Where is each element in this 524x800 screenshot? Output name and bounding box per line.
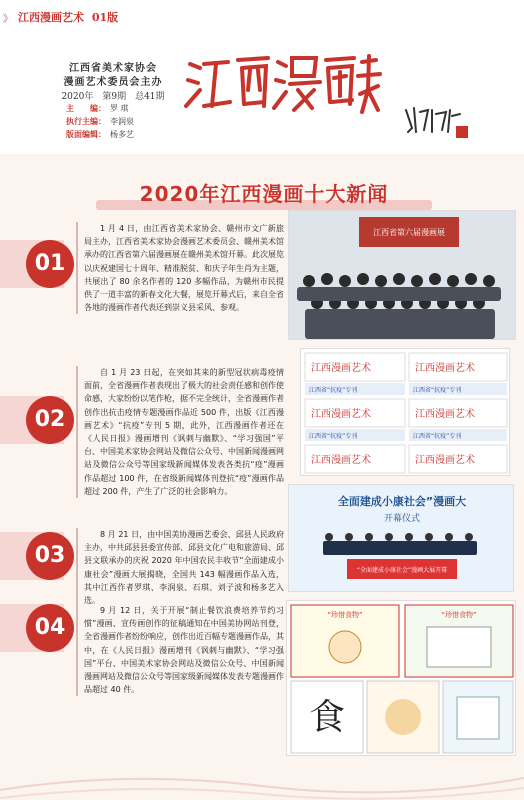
staff-layout-editor: 版面编辑： 杨多艺 (66, 129, 134, 139)
svg-text:“珍惜食物”: “珍惜食物” (327, 611, 363, 619)
header-marker: 》 (3, 14, 13, 25)
svg-text:江西漫画艺术: 江西漫画艺术 (415, 455, 475, 466)
decorative-footer (0, 760, 524, 800)
svg-text:“珍惜食物”: “珍惜食物” (441, 611, 477, 619)
svg-text:江西省“抗疫”专刊: 江西省“抗疫”专刊 (413, 433, 462, 440)
runhead-page: 01版 (91, 11, 119, 24)
calligraphy-title-logo (182, 50, 382, 120)
news-text: 9 月 12 日，关于开展“制止餐饮浪费培养节约习惯”漫画、宣传画创作的征稿通知在中国美协网站刊登，全省漫画作者纷纷响应，创作出近百幅专题漫画作品，其中，在《人民日报》漫画增刊《讽刺与幽默》、“学习强国”平台、中国美术家协会网站及微信公众号、中国新闻漫画网站及微信公众号等国家级新闻媒体发表专题漫画作品超过 40 件。 (76, 604, 284, 696)
running-header (0, 0, 524, 32)
org-line-2: 漫画艺术委员会主办 (63, 77, 163, 88)
svg-text:江西漫画艺术: 江西漫画艺术 (311, 363, 371, 374)
food-posters-illustration (287, 601, 516, 756)
group-photo (288, 210, 516, 340)
svg-text:“全面建成小康社会”漫画大展开幕: “全面建成小康社会”漫画大展开幕 (356, 567, 448, 574)
signature-seal (402, 102, 472, 142)
running-head-text (18, 9, 122, 25)
svg-text:江西漫画艺术: 江西漫画艺术 (415, 363, 475, 374)
svg-text:江西省“抗疫”专刊: 江西省“抗疫”专刊 (309, 387, 358, 394)
group-photo-illustration (289, 211, 516, 340)
banner-text: 江西省第六届漫画展 (373, 228, 445, 237)
staff-exec-editor: 执行主编： 李润泉 (66, 116, 134, 126)
svg-text:全面建成小康社会”漫画大: 全面建成小康社会”漫画大 (337, 495, 467, 508)
news-number: 03 (26, 532, 74, 580)
svg-text:江西漫画艺术: 江西漫画艺术 (311, 455, 371, 466)
svg-text:开幕仪式: 开幕仪式 (383, 514, 421, 524)
headline (60, 178, 468, 212)
staff-list (66, 102, 134, 141)
news-text: 自 1 月 23 日起，在突如其来的新型冠状病毒疫情面前，全省漫画作者表现出了极大的社会责任感和创作使命感，大家纷纷以笔作枪，据不完全统计，全省漫画作者创作出抗击疫情专题漫画作品近 500 件，出版《江西漫画艺术》“抗疫”专刊 5 期，此外，江西漫画作者还在《人民日报》漫画增刊《讽刺与幽默》、“学习强国”平台、中国美术家协会网站及微信公众号、中国新闻漫画网站及微信公众号等国家级新闻媒体发表各类抗“疫”漫画作品超过 100 件，在省级新闻媒体刊登抗“疫”漫画作品超过 200 件，产生了广泛的社会影响力。 (76, 366, 284, 498)
news-number: 01 (26, 240, 74, 288)
svg-text:江西省“抗疫”专刊: 江西省“抗疫”专刊 (413, 387, 462, 394)
runhead-title: 江西漫画艺术 (18, 11, 84, 24)
issue-line: 2020年 第9期 总41期 (61, 92, 165, 102)
svg-text:江西漫画艺术: 江西漫画艺术 (311, 409, 371, 420)
magazine-covers-illustration (301, 349, 510, 476)
news-number: 04 (26, 604, 74, 652)
org-line-1: 江西省美术家协会 (69, 63, 157, 74)
masthead-info (48, 62, 178, 104)
headline-title: 2020年江西漫画十大新闻 (139, 182, 389, 206)
news-number: 02 (26, 396, 74, 444)
svg-text:江西漫画艺术: 江西漫画艺术 (415, 409, 475, 420)
svg-text:江西省“抗疫”专刊: 江西省“抗疫”专刊 (309, 433, 358, 440)
staff-editor: 主 编： 罗 琪 (66, 103, 129, 113)
svg-text:食: 食 (308, 697, 346, 738)
masthead (0, 32, 524, 154)
food-saving-posters (286, 600, 516, 756)
magazine-covers (300, 348, 510, 476)
news-text: 1 月 4 日，由江西省美术家协会、赣州市文广新旅局主办，江西省美术家协会漫画艺术委员会、赣州美术馆承办的江西省第六届漫画展在赣州美术馆开幕。此次展览以庆祝建国七十周年、精准脱贫、和庆子年生肖为主题，共展出了 80 余名作者的 120 多幅作品，为赣州市民提供了一道丰富的新春文化大餐，展览开幕式后，来自全省各地的漫画作者代表还到崇义县采风、参观。 (76, 222, 284, 314)
news-text: 8 月 21 日，由中国美协漫画艺委会、邱县人民政府主办，中共邱县县委宣传部、邱县文化广电和旅游局、邱县文联承办的庆祝 2020 年中国农民丰收节“全面建成小康社会”漫画大展揭晓，全国共 143 幅漫画作品入选，其中江西作者罗琪、李润泉、石琪、刘子波和杨多艺入选。 (76, 528, 284, 607)
